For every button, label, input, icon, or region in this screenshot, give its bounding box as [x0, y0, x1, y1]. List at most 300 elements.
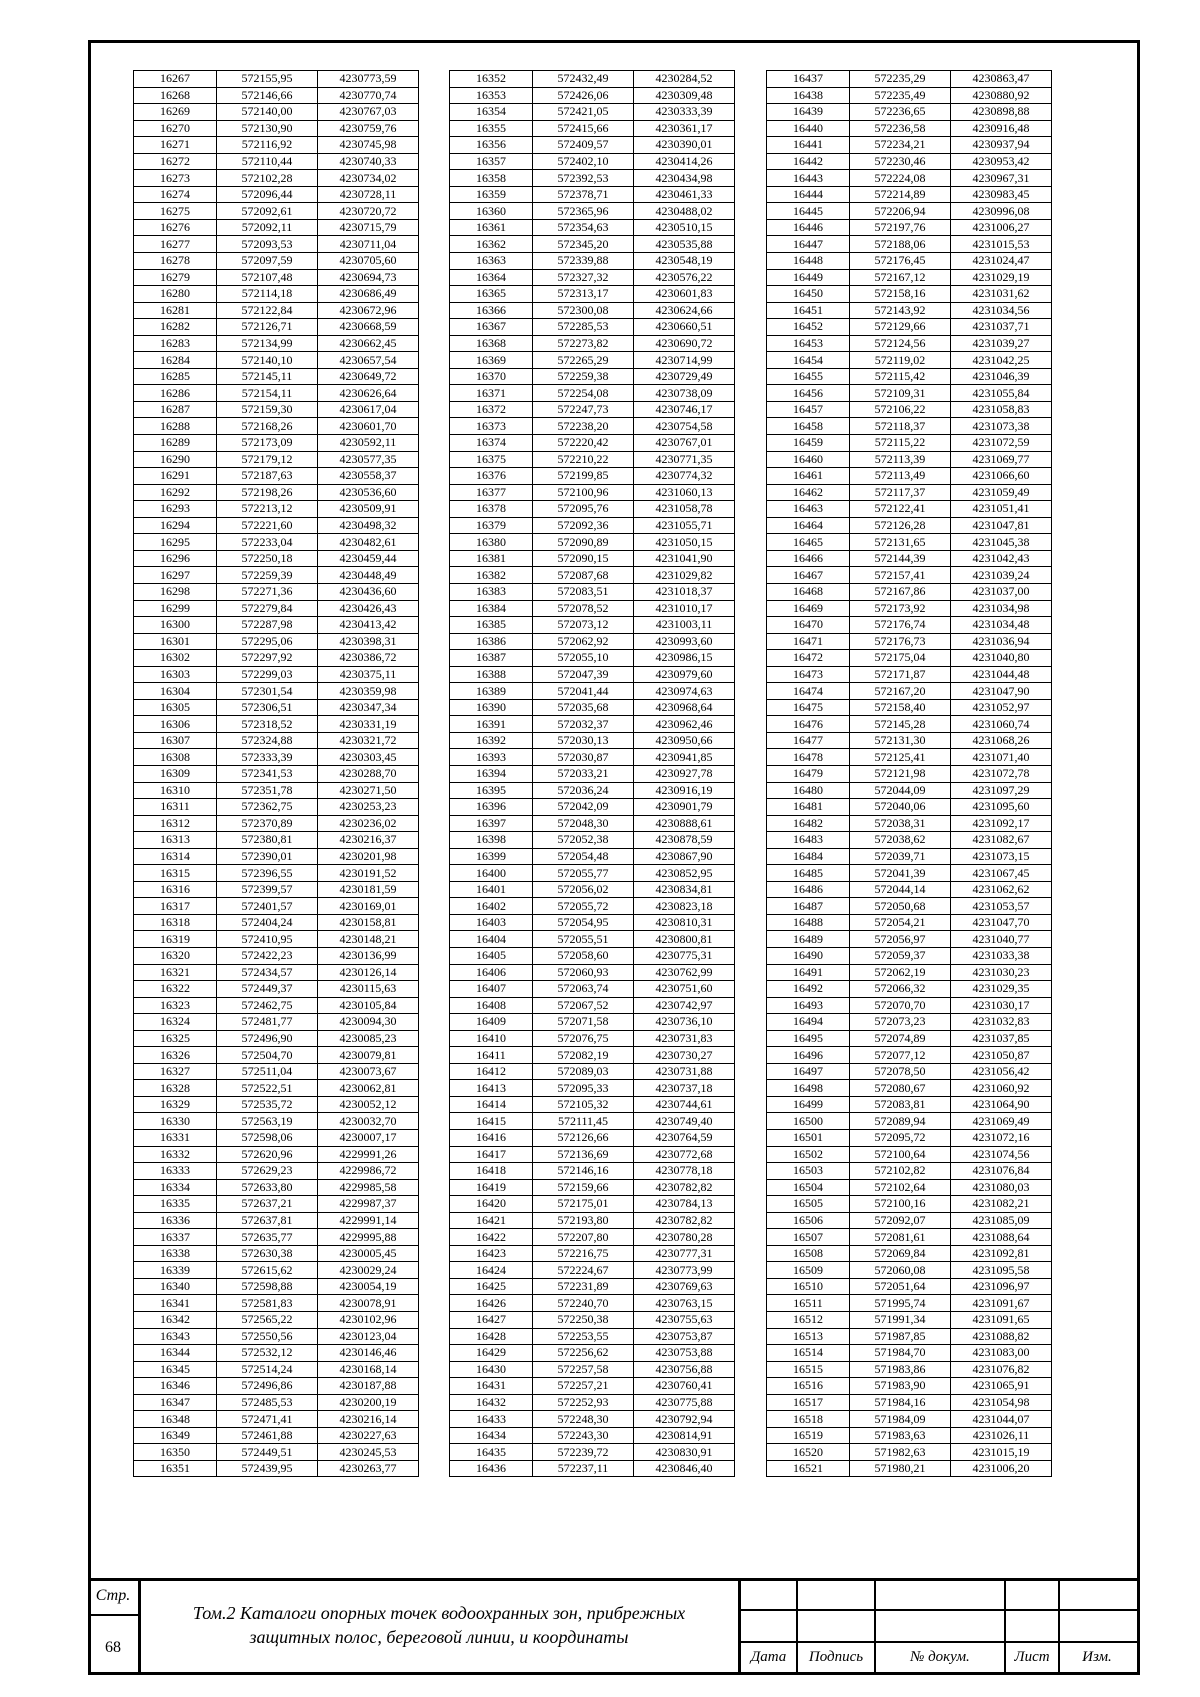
table-row [450, 1328, 735, 1345]
table-row [134, 898, 419, 915]
x-coordinate: 572295,06 [217, 633, 318, 650]
point-number: 16459 [767, 435, 850, 452]
table-row [450, 137, 735, 154]
point-number: 16447 [767, 236, 850, 253]
x-coordinate: 572051,64 [850, 1278, 951, 1295]
x-coordinate: 572083,81 [850, 1096, 951, 1113]
x-coordinate: 572402,10 [533, 153, 634, 170]
table-row [450, 120, 735, 137]
page-label: Стр. [95, 1587, 131, 1604]
x-coordinate: 572047,39 [533, 666, 634, 683]
y-coordinate: 4231060,74 [951, 716, 1052, 733]
table-row [134, 1047, 419, 1064]
x-coordinate: 572514,24 [217, 1361, 318, 1378]
x-coordinate: 572067,52 [533, 997, 634, 1014]
point-number: 16428 [450, 1328, 533, 1345]
x-coordinate: 572056,97 [850, 931, 951, 948]
y-coordinate: 4231055,71 [634, 517, 735, 534]
x-coordinate: 572235,29 [850, 71, 951, 88]
y-coordinate: 4230309,48 [634, 87, 735, 104]
x-coordinate: 572462,75 [217, 997, 318, 1014]
y-coordinate: 4230715,79 [318, 219, 419, 236]
x-coordinate: 572158,16 [850, 286, 951, 303]
point-number: 16466 [767, 550, 850, 567]
point-number: 16435 [450, 1444, 533, 1461]
x-coordinate: 572122,84 [217, 302, 318, 319]
point-number: 16473 [767, 666, 850, 683]
y-coordinate: 4230413,42 [318, 617, 419, 634]
point-number: 16514 [767, 1345, 850, 1362]
x-coordinate: 572434,57 [217, 964, 318, 981]
table-row [450, 782, 735, 799]
table-row [450, 451, 735, 468]
table-row [450, 418, 735, 435]
y-coordinate: 4230731,83 [634, 1030, 735, 1047]
y-coordinate: 4231082,67 [951, 832, 1052, 849]
point-number: 16408 [450, 997, 533, 1014]
point-number: 16395 [450, 782, 533, 799]
point-number: 16371 [450, 385, 533, 402]
x-coordinate: 572301,54 [217, 683, 318, 700]
point-number: 16421 [450, 1212, 533, 1229]
table-row [450, 1394, 735, 1411]
x-coordinate: 572111,45 [533, 1113, 634, 1130]
point-number: 16443 [767, 170, 850, 187]
point-number: 16463 [767, 501, 850, 518]
table-row [134, 1460, 419, 1477]
x-coordinate: 572496,86 [217, 1378, 318, 1395]
table-row [450, 881, 735, 898]
table-row [767, 583, 1052, 600]
point-number: 16441 [767, 137, 850, 154]
x-coordinate: 572426,06 [533, 87, 634, 104]
x-coordinate: 572565,22 [217, 1312, 318, 1329]
y-coordinate: 4231071,40 [951, 749, 1052, 766]
table-row [450, 964, 735, 981]
x-coordinate: 571987,85 [850, 1328, 951, 1345]
table-row [767, 1229, 1052, 1246]
y-coordinate: 4230773,59 [318, 71, 419, 88]
y-coordinate: 4230784,13 [634, 1196, 735, 1213]
y-coordinate: 4231069,49 [951, 1113, 1052, 1130]
table-row [767, 650, 1052, 667]
x-coordinate: 572041,39 [850, 865, 951, 882]
point-number: 16386 [450, 633, 533, 650]
x-coordinate: 572116,92 [217, 137, 318, 154]
point-number: 16356 [450, 137, 533, 154]
header-document-number: № докум. [910, 1649, 970, 1665]
table-row [767, 683, 1052, 700]
point-number: 16385 [450, 617, 533, 634]
x-coordinate: 572236,58 [850, 120, 951, 137]
table-row [134, 153, 419, 170]
x-coordinate: 572167,20 [850, 683, 951, 700]
y-coordinate: 4230288,70 [318, 765, 419, 782]
y-coordinate: 4230535,88 [634, 236, 735, 253]
point-number: 16311 [134, 799, 217, 816]
point-number: 16381 [450, 550, 533, 567]
x-coordinate: 572197,76 [850, 219, 951, 236]
x-coordinate: 572485,53 [217, 1394, 318, 1411]
x-coordinate: 572239,72 [533, 1444, 634, 1461]
y-coordinate: 4230660,51 [634, 319, 735, 336]
table-row [134, 401, 419, 418]
y-coordinate: 4231029,82 [634, 567, 735, 584]
point-number: 16472 [767, 650, 850, 667]
header-signature: Подпись [808, 1649, 864, 1665]
point-number: 16406 [450, 964, 533, 981]
y-coordinate: 4230576,22 [634, 269, 735, 286]
point-number: 16286 [134, 385, 217, 402]
y-coordinate: 4231044,48 [951, 666, 1052, 683]
point-number: 16280 [134, 286, 217, 303]
x-coordinate: 572145,28 [850, 716, 951, 733]
point-number: 16367 [450, 319, 533, 336]
y-coordinate: 4230968,64 [634, 699, 735, 716]
point-number: 16278 [134, 253, 217, 270]
table-row [767, 848, 1052, 865]
x-coordinate: 572390,01 [217, 848, 318, 865]
y-coordinate: 4231088,82 [951, 1328, 1052, 1345]
point-number: 16353 [450, 87, 533, 104]
y-coordinate: 4231034,48 [951, 617, 1052, 634]
table-row [134, 385, 419, 402]
point-number: 16348 [134, 1411, 217, 1428]
x-coordinate: 572039,71 [850, 848, 951, 865]
y-coordinate: 4230744,61 [634, 1096, 735, 1113]
table-row [767, 749, 1052, 766]
table-row [767, 1096, 1052, 1113]
table-row [767, 1378, 1052, 1395]
x-coordinate: 572176,73 [850, 633, 951, 650]
x-coordinate: 572122,41 [850, 501, 951, 518]
x-coordinate: 572073,23 [850, 1014, 951, 1031]
x-coordinate: 572285,53 [533, 319, 634, 336]
point-number: 16373 [450, 418, 533, 435]
y-coordinate: 4230753,88 [634, 1345, 735, 1362]
table-row [767, 815, 1052, 832]
x-coordinate: 572096,44 [217, 186, 318, 203]
point-number: 16389 [450, 683, 533, 700]
point-number: 16380 [450, 534, 533, 551]
point-number: 16434 [450, 1427, 533, 1444]
y-coordinate: 4230007,17 [318, 1130, 419, 1147]
point-number: 16277 [134, 236, 217, 253]
y-coordinate: 4230271,50 [318, 782, 419, 799]
table-row [134, 186, 419, 203]
point-number: 16440 [767, 120, 850, 137]
table-row [767, 203, 1052, 220]
table-row [134, 418, 419, 435]
point-number: 16471 [767, 633, 850, 650]
x-coordinate: 572092,61 [217, 203, 318, 220]
y-coordinate: 4230983,45 [951, 186, 1052, 203]
table-row [767, 71, 1052, 88]
y-coordinate: 4230436,60 [318, 583, 419, 600]
x-coordinate: 572581,83 [217, 1295, 318, 1312]
point-number: 16410 [450, 1030, 533, 1047]
x-coordinate: 572080,67 [850, 1080, 951, 1097]
table-row [767, 87, 1052, 104]
point-number: 16508 [767, 1245, 850, 1262]
table-row [134, 1262, 419, 1279]
y-coordinate: 4230115,63 [318, 981, 419, 998]
table-row [450, 1278, 735, 1295]
table-row [134, 319, 419, 336]
x-coordinate: 572095,76 [533, 501, 634, 518]
y-coordinate: 4231024,47 [951, 253, 1052, 270]
table-row [134, 666, 419, 683]
y-coordinate: 4230094,30 [318, 1014, 419, 1031]
point-number: 16416 [450, 1130, 533, 1147]
y-coordinate: 4230759,76 [318, 120, 419, 137]
point-number: 16464 [767, 517, 850, 534]
x-coordinate: 572511,04 [217, 1063, 318, 1080]
point-number: 16284 [134, 352, 217, 369]
table-row [767, 368, 1052, 385]
point-number: 16378 [450, 501, 533, 518]
y-coordinate: 4230775,31 [634, 947, 735, 964]
point-number: 16269 [134, 104, 217, 121]
y-coordinate: 4231068,26 [951, 732, 1052, 749]
table-row [134, 253, 419, 270]
point-number: 16318 [134, 914, 217, 931]
y-coordinate: 4230705,60 [318, 253, 419, 270]
point-number: 16461 [767, 468, 850, 485]
point-number: 16495 [767, 1030, 850, 1047]
table-row [450, 335, 735, 352]
x-coordinate: 572134,99 [217, 335, 318, 352]
y-coordinate: 4230284,52 [634, 71, 735, 88]
x-coordinate: 572238,20 [533, 418, 634, 435]
point-number: 16360 [450, 203, 533, 220]
point-number: 16306 [134, 716, 217, 733]
y-coordinate: 4230763,15 [634, 1295, 735, 1312]
table-row [450, 749, 735, 766]
x-coordinate: 572167,86 [850, 583, 951, 600]
table-row [767, 468, 1052, 485]
y-coordinate: 4231015,19 [951, 1444, 1052, 1461]
table-row [450, 435, 735, 452]
x-coordinate: 572062,19 [850, 964, 951, 981]
y-coordinate: 4230941,85 [634, 749, 735, 766]
x-coordinate: 572168,26 [217, 418, 318, 435]
x-coordinate: 572179,12 [217, 451, 318, 468]
x-coordinate: 572629,23 [217, 1163, 318, 1180]
y-coordinate: 4230592,11 [318, 435, 419, 452]
point-number: 16299 [134, 600, 217, 617]
point-number: 16305 [134, 699, 217, 716]
x-coordinate: 572637,21 [217, 1196, 318, 1213]
y-coordinate: 4230347,34 [318, 699, 419, 716]
table-row [767, 1196, 1052, 1213]
x-coordinate: 572035,68 [533, 699, 634, 716]
point-number: 16341 [134, 1295, 217, 1312]
table-row [767, 832, 1052, 849]
point-number: 16404 [450, 931, 533, 948]
coordinates-table-3 [766, 70, 1052, 1477]
point-number: 16497 [767, 1063, 850, 1080]
x-coordinate: 572306,51 [217, 699, 318, 716]
table-row [450, 1262, 735, 1279]
y-coordinate: 4229987,37 [318, 1196, 419, 1213]
table-row [450, 650, 735, 667]
y-coordinate: 4231034,98 [951, 600, 1052, 617]
table-row [134, 600, 419, 617]
table-row [767, 699, 1052, 716]
x-coordinate: 572092,11 [217, 219, 318, 236]
y-coordinate: 4231039,27 [951, 335, 1052, 352]
point-number: 16268 [134, 87, 217, 104]
y-coordinate: 4229986,72 [318, 1163, 419, 1180]
point-number: 16339 [134, 1262, 217, 1279]
point-number: 16454 [767, 352, 850, 369]
y-coordinate: 4230126,14 [318, 964, 419, 981]
y-coordinate: 4231091,67 [951, 1295, 1052, 1312]
y-coordinate: 4231030,23 [951, 964, 1052, 981]
table-row [767, 186, 1052, 203]
x-coordinate: 572082,19 [533, 1047, 634, 1064]
x-coordinate: 572100,16 [850, 1196, 951, 1213]
table-row [134, 1378, 419, 1395]
point-number: 16430 [450, 1361, 533, 1378]
table-row [450, 517, 735, 534]
table-row [767, 947, 1052, 964]
table-row [450, 1096, 735, 1113]
point-number: 16477 [767, 732, 850, 749]
x-coordinate: 572300,08 [533, 302, 634, 319]
y-coordinate: 4230390,01 [634, 137, 735, 154]
y-coordinate: 4231037,85 [951, 1030, 1052, 1047]
point-number: 16483 [767, 832, 850, 849]
point-number: 16465 [767, 534, 850, 551]
x-coordinate: 572234,21 [850, 137, 951, 154]
x-coordinate: 572535,72 [217, 1096, 318, 1113]
x-coordinate: 572404,24 [217, 914, 318, 931]
table-row [134, 617, 419, 634]
point-number: 16455 [767, 368, 850, 385]
table-row [450, 1378, 735, 1395]
y-coordinate: 4230728,11 [318, 186, 419, 203]
table-row [134, 947, 419, 964]
y-coordinate: 4230714,99 [634, 352, 735, 369]
y-coordinate: 4230123,04 [318, 1328, 419, 1345]
table-row [450, 352, 735, 369]
x-coordinate: 572113,39 [850, 451, 951, 468]
point-number: 16409 [450, 1014, 533, 1031]
point-number: 16401 [450, 881, 533, 898]
point-number: 16267 [134, 71, 217, 88]
y-coordinate: 4230751,60 [634, 981, 735, 998]
table-row [450, 583, 735, 600]
point-number: 16429 [450, 1345, 533, 1362]
y-coordinate: 4230148,21 [318, 931, 419, 948]
y-coordinate: 4230169,01 [318, 898, 419, 915]
y-coordinate: 4230136,99 [318, 947, 419, 964]
table-row [134, 484, 419, 501]
table-row [450, 1163, 735, 1180]
x-coordinate: 572313,17 [533, 286, 634, 303]
point-number: 16365 [450, 286, 533, 303]
table-row [767, 352, 1052, 369]
table-row [450, 484, 735, 501]
y-coordinate: 4230979,60 [634, 666, 735, 683]
point-number: 16396 [450, 799, 533, 816]
table-row [450, 947, 735, 964]
y-coordinate: 4230558,37 [318, 468, 419, 485]
y-coordinate: 4230668,59 [318, 319, 419, 336]
x-coordinate: 572087,68 [533, 567, 634, 584]
y-coordinate: 4230762,99 [634, 964, 735, 981]
point-number: 16433 [450, 1411, 533, 1428]
y-coordinate: 4231058,78 [634, 501, 735, 518]
x-coordinate: 572124,56 [850, 335, 951, 352]
point-number: 16282 [134, 319, 217, 336]
point-number: 16520 [767, 1444, 850, 1461]
y-coordinate: 4230880,92 [951, 87, 1052, 104]
x-coordinate: 572044,09 [850, 782, 951, 799]
table-row [134, 1179, 419, 1196]
point-number: 16481 [767, 799, 850, 816]
x-coordinate: 572055,77 [533, 865, 634, 882]
x-coordinate: 572044,14 [850, 881, 951, 898]
point-number: 16322 [134, 981, 217, 998]
x-coordinate: 572598,88 [217, 1278, 318, 1295]
x-coordinate: 571982,63 [850, 1444, 951, 1461]
point-number: 16488 [767, 914, 850, 931]
table-row [450, 1196, 735, 1213]
point-number: 16450 [767, 286, 850, 303]
x-coordinate: 572140,10 [217, 352, 318, 369]
page-number: 68 [105, 1639, 121, 1656]
x-coordinate: 572220,42 [533, 435, 634, 452]
table-row [134, 997, 419, 1014]
table-row [450, 1212, 735, 1229]
y-coordinate: 4231092,81 [951, 1245, 1052, 1262]
y-coordinate: 4231053,57 [951, 898, 1052, 915]
table-row [450, 170, 735, 187]
point-number: 16436 [450, 1460, 533, 1477]
x-coordinate: 572110,44 [217, 153, 318, 170]
x-coordinate: 572598,06 [217, 1130, 318, 1147]
y-coordinate: 4230834,81 [634, 881, 735, 898]
x-coordinate: 572118,37 [850, 418, 951, 435]
table-row [134, 71, 419, 88]
point-number: 16519 [767, 1427, 850, 1444]
x-coordinate: 572273,82 [533, 335, 634, 352]
x-coordinate: 572637,81 [217, 1212, 318, 1229]
y-coordinate: 4231065,91 [951, 1378, 1052, 1395]
y-coordinate: 4230005,45 [318, 1245, 419, 1262]
table-row [767, 418, 1052, 435]
y-coordinate: 4230601,83 [634, 286, 735, 303]
table-row [450, 269, 735, 286]
table-row [134, 286, 419, 303]
table-row [134, 435, 419, 452]
x-coordinate: 572173,92 [850, 600, 951, 617]
x-coordinate: 572410,95 [217, 931, 318, 948]
y-coordinate: 4231096,97 [951, 1278, 1052, 1295]
table-row [450, 1444, 735, 1461]
point-number: 16425 [450, 1278, 533, 1295]
y-coordinate: 4230830,91 [634, 1444, 735, 1461]
point-number: 16510 [767, 1278, 850, 1295]
point-number: 16413 [450, 1080, 533, 1097]
point-number: 16467 [767, 567, 850, 584]
y-coordinate: 4231042,25 [951, 352, 1052, 369]
x-coordinate: 572471,41 [217, 1411, 318, 1428]
point-number: 16479 [767, 765, 850, 782]
